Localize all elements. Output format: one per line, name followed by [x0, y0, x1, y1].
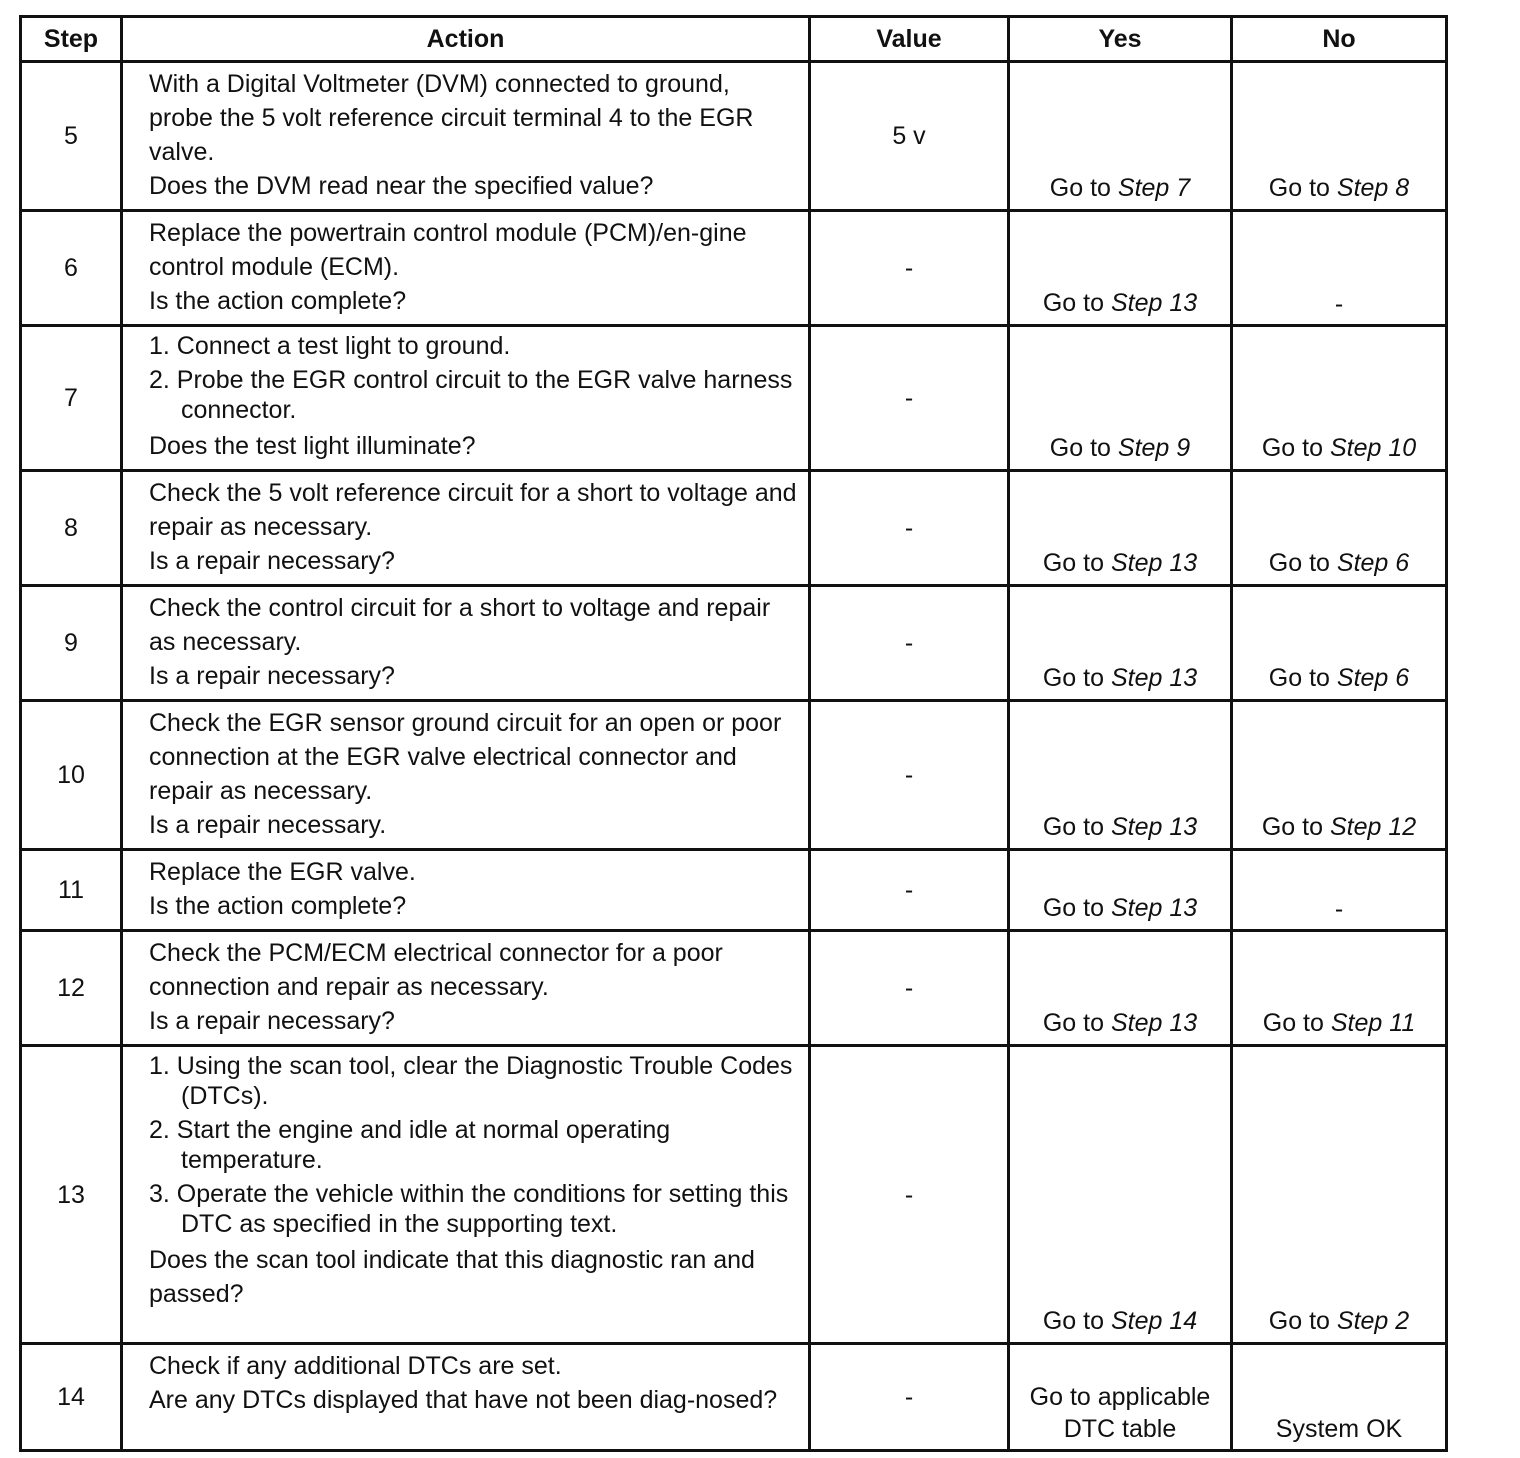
- no-cell: [1232, 1344, 1447, 1451]
- yes-cell: [1009, 1046, 1232, 1344]
- action-text: Check the control circuit for a short to voltage and repair as necessary.: [149, 594, 771, 656]
- no-cell: [1232, 471, 1447, 586]
- yes-cell: [1009, 586, 1232, 701]
- value-cell: -: [810, 471, 1009, 586]
- action-text: Check the EGR sensor ground circuit for an open or poor connection at the EGR valve electrical connector and repair as necessary.: [149, 709, 782, 805]
- goto-prefix: Go to: [1042, 549, 1104, 577]
- yes-cell: [1009, 1344, 1232, 1451]
- action-text: Check if any additional DTCs are set.: [149, 1352, 562, 1380]
- step-word: Step: [1117, 174, 1170, 202]
- action-question: Is a repair necessary?: [149, 1007, 395, 1035]
- step-ref: 8: [1395, 174, 1410, 202]
- no-cell-goto: [1269, 664, 1409, 692]
- step-word: Step: [1336, 174, 1389, 202]
- step-number: 13: [21, 1046, 122, 1344]
- no-cell-goto: [1262, 813, 1416, 841]
- value-cell: 5 v: [810, 62, 1009, 211]
- table-row: [21, 62, 1447, 211]
- diagnostic-table: [19, 15, 1448, 1452]
- no-cell-text: -: [1334, 895, 1344, 923]
- header-yes: Yes: [1009, 17, 1232, 62]
- action-question: Is the action complete?: [149, 892, 407, 920]
- action-text: With a Digital Voltmeter (DVM) connected to ground, probe the 5 volt reference circuit terminal 4 to the EGR valve.: [149, 70, 754, 166]
- yes-cell-goto: [1043, 894, 1197, 922]
- step-ref: 12: [1388, 813, 1417, 841]
- no-cell: [1232, 850, 1447, 931]
- yes-cell: [1009, 471, 1232, 586]
- step-number: 10: [21, 701, 122, 850]
- no-cell: [1232, 931, 1447, 1046]
- step-number: 14: [21, 1344, 122, 1451]
- yes-cell-goto: [1043, 813, 1197, 841]
- action-list-item: 2. Probe the EGR control circuit to the EGR valve harness connector.: [149, 366, 793, 424]
- step-word: Step: [1110, 289, 1163, 317]
- goto-prefix: Go to: [1268, 174, 1330, 202]
- yes-cell-goto: [1043, 549, 1197, 577]
- step-word: Step: [1336, 1307, 1389, 1335]
- action-question: Does the test light illuminate?: [149, 432, 476, 460]
- no-cell: [1232, 62, 1447, 211]
- action-cell: [122, 931, 810, 1046]
- yes-cell: [1009, 211, 1232, 326]
- action-list-item: 3. Operate the vehicle within the conditions for setting this DTC as specified in the supporting text.: [149, 1180, 789, 1238]
- action-cell: [122, 471, 810, 586]
- action-question: Is a repair necessary?: [149, 662, 395, 690]
- goto-prefix: Go to: [1268, 664, 1330, 692]
- step-number: 12: [21, 931, 122, 1046]
- step-ref: 13: [1169, 894, 1198, 922]
- no-cell-goto: [1263, 1009, 1415, 1037]
- goto-prefix: Go to: [1042, 1009, 1104, 1037]
- yes-cell-goto: [1050, 434, 1190, 462]
- action-question: Is a repair necessary.: [149, 811, 387, 839]
- step-ref: 11: [1389, 1009, 1416, 1037]
- step-number: 8: [21, 471, 122, 586]
- no-cell: [1232, 211, 1447, 326]
- action-list-item: 2. Start the engine and idle at normal operating temperature.: [149, 1116, 671, 1174]
- no-cell-text: -: [1334, 290, 1344, 318]
- step-ref: 13: [1169, 1009, 1198, 1037]
- action-text: Replace the powertrain control module (PCM)/en-gine control module (ECM).: [149, 219, 747, 281]
- goto-prefix: Go to: [1268, 1307, 1330, 1335]
- step-word: Step: [1110, 549, 1163, 577]
- goto-prefix: Go to: [1042, 289, 1104, 317]
- action-cell: [122, 211, 810, 326]
- goto-prefix: Go to: [1042, 1307, 1104, 1335]
- action-cell: [122, 701, 810, 850]
- step-number: 6: [21, 211, 122, 326]
- yes-cell-goto: [1043, 1307, 1197, 1335]
- value-cell: -: [810, 931, 1009, 1046]
- goto-prefix: Go to: [1261, 434, 1323, 462]
- value-cell: -: [810, 701, 1009, 850]
- step-ref: 13: [1169, 664, 1198, 692]
- goto-prefix: Go to: [1262, 1009, 1324, 1037]
- step-number: 9: [21, 586, 122, 701]
- value-cell: -: [810, 211, 1009, 326]
- table-row: [21, 586, 1447, 701]
- step-number: 7: [21, 326, 122, 471]
- step-ref: 13: [1169, 549, 1198, 577]
- yes-cell-goto: [1043, 289, 1197, 317]
- no-cell-goto: [1269, 1307, 1409, 1335]
- step-ref: 14: [1169, 1307, 1198, 1335]
- yes-cell: [1009, 701, 1232, 850]
- yes-cell-goto: [1050, 174, 1190, 202]
- yes-cell: [1009, 931, 1232, 1046]
- step-ref: 9: [1176, 434, 1191, 462]
- table-row: [21, 211, 1447, 326]
- no-cell: [1232, 1046, 1447, 1344]
- action-question: Is a repair necessary?: [149, 547, 395, 575]
- action-cell: [122, 326, 810, 471]
- no-cell: [1232, 326, 1447, 471]
- action-question: Does the scan tool indicate that this diagnostic ran and passed?: [149, 1246, 755, 1308]
- action-text: Replace the EGR valve.: [149, 858, 416, 886]
- header-value: Value: [810, 17, 1009, 62]
- goto-prefix: Go to: [1261, 813, 1323, 841]
- step-word: Step: [1330, 1009, 1383, 1037]
- step-ref: 6: [1395, 549, 1410, 577]
- value-cell: -: [810, 850, 1009, 931]
- yes-cell-goto: [1043, 1009, 1197, 1037]
- yes-cell: [1009, 850, 1232, 931]
- no-cell-goto: [1262, 434, 1416, 462]
- action-list-item: 1. Connect a test light to ground.: [149, 332, 511, 360]
- goto-prefix: Go to: [1042, 813, 1104, 841]
- step-number: 5: [21, 62, 122, 211]
- step-ref: 13: [1169, 813, 1198, 841]
- yes-cell: [1009, 326, 1232, 471]
- action-text: Check the 5 volt reference circuit for a short to voltage and repair as necessary.: [149, 479, 797, 541]
- value-cell: -: [810, 586, 1009, 701]
- action-cell: [122, 1344, 810, 1451]
- step-word: Step: [1336, 664, 1389, 692]
- no-cell: [1232, 586, 1447, 701]
- yes-cell-text: Go to applicable DTC table: [1029, 1383, 1211, 1443]
- step-word: Step: [1117, 434, 1170, 462]
- step-word: Step: [1329, 813, 1382, 841]
- table-row: [21, 850, 1447, 931]
- action-cell: [122, 62, 810, 211]
- step-number: 11: [21, 850, 122, 931]
- header-action: Action: [122, 17, 810, 62]
- goto-prefix: Go to: [1049, 434, 1111, 462]
- value-cell: -: [810, 1046, 1009, 1344]
- header-step: Step: [21, 17, 122, 62]
- action-question: Does the DVM read near the specified value?: [149, 172, 654, 200]
- step-ref: 13: [1169, 289, 1198, 317]
- table-row: [21, 326, 1447, 471]
- table-row: [21, 701, 1447, 850]
- value-cell: -: [810, 1344, 1009, 1451]
- no-cell: [1232, 701, 1447, 850]
- yes-cell: [1009, 62, 1232, 211]
- action-cell: [122, 1046, 810, 1344]
- step-ref: 7: [1176, 174, 1191, 202]
- no-cell-goto: [1269, 549, 1409, 577]
- step-word: Step: [1110, 1009, 1163, 1037]
- step-ref: 6: [1395, 664, 1410, 692]
- action-cell: [122, 586, 810, 701]
- table-row: [21, 1344, 1447, 1451]
- goto-prefix: Go to: [1049, 174, 1111, 202]
- no-cell-text: System OK: [1275, 1415, 1403, 1443]
- table-row: [21, 471, 1447, 586]
- action-question: Are any DTCs displayed that have not been diag-nosed?: [149, 1386, 778, 1414]
- step-word: Step: [1336, 549, 1389, 577]
- step-ref: 2: [1395, 1307, 1410, 1335]
- goto-prefix: Go to: [1042, 664, 1104, 692]
- no-cell-goto: [1269, 174, 1409, 202]
- value-cell: -: [810, 326, 1009, 471]
- header-row: [21, 17, 1447, 62]
- action-question: Is the action complete?: [149, 287, 407, 315]
- action-text: Check the PCM/ECM electrical connector for a poor connection and repair as necessary.: [149, 939, 723, 1001]
- header-no: No: [1232, 17, 1447, 62]
- table-row: [21, 1046, 1447, 1344]
- goto-prefix: Go to: [1268, 549, 1330, 577]
- step-word: Step: [1110, 1307, 1163, 1335]
- step-word: Step: [1110, 894, 1163, 922]
- step-word: Step: [1110, 664, 1163, 692]
- step-ref: 10: [1388, 434, 1417, 462]
- action-cell: [122, 850, 810, 931]
- step-word: Step: [1110, 813, 1163, 841]
- goto-prefix: Go to: [1042, 894, 1104, 922]
- action-list-item: 1. Using the scan tool, clear the Diagnostic Trouble Codes (DTCs).: [149, 1052, 793, 1110]
- yes-cell-goto: [1043, 664, 1197, 692]
- step-word: Step: [1329, 434, 1382, 462]
- table-row: [21, 931, 1447, 1046]
